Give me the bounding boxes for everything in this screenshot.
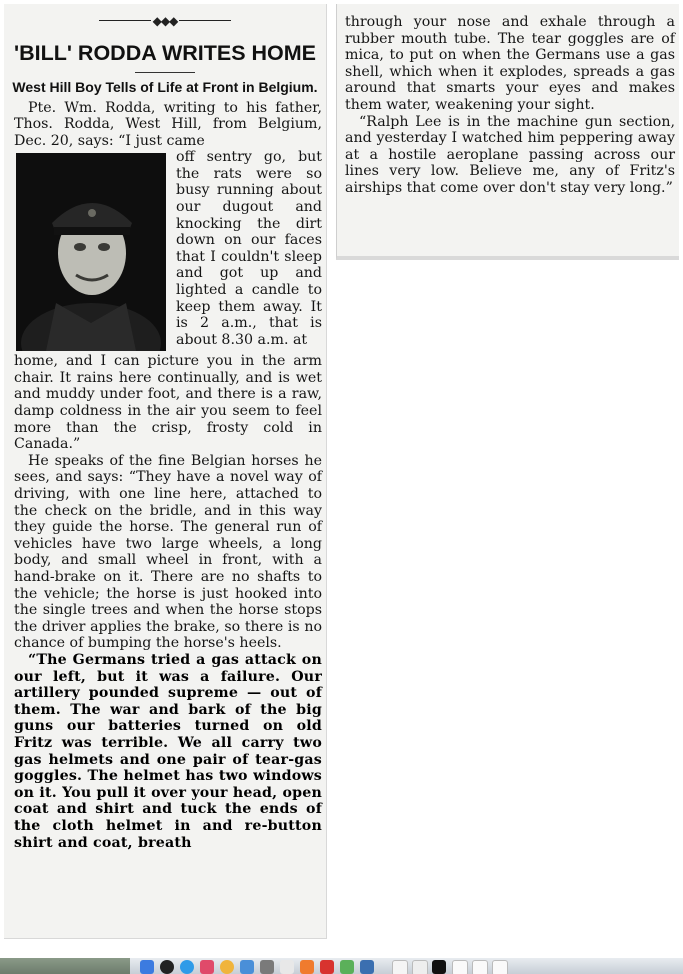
numbers-icon[interactable]	[340, 960, 354, 974]
article-headline: 'BILL' RODDA WRITES HOME	[13, 40, 317, 65]
dock-shelf	[130, 958, 683, 974]
settings-icon[interactable]	[260, 960, 274, 974]
finder-icon[interactable]	[140, 960, 154, 974]
article-column-right	[336, 4, 679, 260]
photos-icon[interactable]	[220, 960, 234, 974]
intro-paragraph: Pte. Wm. Rodda, writing to his father, Thos. Rodda, West Hill, from Belgium, Dec. 20, says: “I just came	[14, 99, 322, 149]
document-thumb-icon[interactable]	[492, 960, 508, 974]
acrobat-icon[interactable]	[320, 960, 334, 974]
headline-rule	[135, 72, 195, 73]
document-thumb-icon[interactable]	[412, 960, 428, 974]
document-thumb-icon[interactable]	[452, 960, 468, 974]
ornament-divider: ◆◆◆	[4, 14, 326, 27]
soldier-portrait-photo	[16, 153, 166, 351]
article-body-right	[337, 14, 679, 197]
article-column-left	[4, 4, 327, 939]
document-thumb-icon[interactable]	[472, 960, 488, 974]
paragraph-1-end: home, and I can picture you in the arm chair. It rains here continually, and is wet and muddy under foot, and there is a raw, damp coldness in the air you seem to feel more than the crisp, frosty cold in Canada.”	[14, 353, 322, 453]
preview-icon[interactable]	[280, 960, 294, 974]
taskbar-dock	[0, 958, 683, 974]
pages-icon[interactable]	[300, 960, 314, 974]
paragraph-ralph-lee: “Ralph Lee is in the machine gun section, and yesterday I watched him peppering away at a hostile aeroplane passing across our lines very low. Believe me, any of Fritz's airships that come over don't stay very long.”	[345, 113, 675, 196]
paragraph-horses: He speaks of the fine Belgian horses he sees, and says: “They have a novel way of driving, with one line here, attached to the check on the bridle, and in this way they guide the horse. The general run of vehicles have two large wheels, a long body, and small wheel in front, with a hand-brake on it. There are no shafts to the vehicle; the horse is just hooked into the single trees and when the horse stops the driver applies the brake, so there is no chance of bumping the horse's heels.	[14, 452, 322, 652]
article-subheadline: West Hill Boy Tells of Life at Front in Belgium.	[12, 78, 318, 95]
text-beside-photo: off sentry go, but the rats were so busy running about our dugout and knocking the dirt down on our faces that I couldn't sleep and got up and lighted a candle to keep them away. It is 2 a.m., that is about 8.30 a.m. at	[176, 149, 322, 348]
paragraph-goggles: through your nose and exhale through a rubber mouth tube. The tear goggles are of mica, to put on when the Germans use a gas shell, which when it explodes, spreads a gas around that smarts your eyes and makes them water, weakening your sight.	[345, 14, 675, 113]
paragraph-gas-attack: “The Germans tried a gas attack on our left, but it was a failure. Our artillery pounded supreme — out of them. The war and bark of the big guns our batteries turned on old Fritz was terrible. We all carry two gas helmets and one pair of tear-gas goggles. The helmet has two windows on it. You pull it over your head, open coat and shirt and tuck the ends of the cloth helmet in and re-button shirt and coat, breath	[14, 651, 322, 851]
mail-icon[interactable]	[240, 960, 254, 974]
document-thumb-icon[interactable]	[392, 960, 408, 974]
launchpad-icon[interactable]	[160, 960, 174, 974]
word-icon[interactable]	[360, 960, 374, 974]
music-icon[interactable]	[200, 960, 214, 974]
window-thumb-icon[interactable]	[432, 960, 446, 974]
safari-icon[interactable]	[180, 960, 194, 974]
article-body-left	[4, 100, 326, 852]
